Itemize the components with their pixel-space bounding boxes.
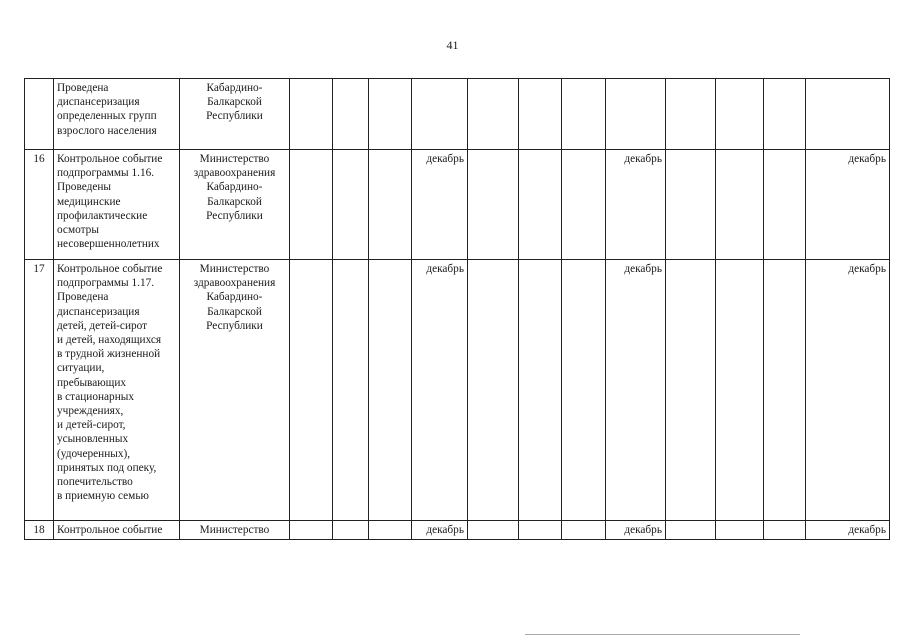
table-row	[25, 79, 890, 150]
schedule-cell	[716, 260, 764, 521]
row-number-cell: 16	[25, 150, 54, 260]
event-cell: Контрольное событие подпрограммы 1.16. Проведены медицинские профилактические осмотры несовершеннолетних	[54, 150, 180, 260]
event-cell: Проведена диспансеризация определенных групп взрослого населения	[54, 79, 180, 150]
schedule-cell: декабрь	[606, 150, 666, 260]
schedule-cell	[333, 521, 369, 540]
schedule-cell	[468, 79, 519, 150]
table-row	[25, 150, 890, 260]
schedule-cell	[468, 150, 519, 260]
schedule-cell	[519, 521, 562, 540]
schedule-cell	[468, 521, 519, 540]
row-number-cell: 18	[25, 521, 54, 540]
responsible-org-cell: Кабардино- Балкарской Республики	[180, 79, 290, 150]
schedule-cell	[716, 521, 764, 540]
schedule-cell	[290, 79, 333, 150]
responsible-org-cell: Министерство здравоохранения Кабардино- Балкарской Республики	[180, 150, 290, 260]
event-cell: Контрольное событие	[54, 521, 180, 540]
schedule-cell: декабрь	[412, 260, 468, 521]
schedule-cell	[333, 150, 369, 260]
schedule-cell	[562, 79, 606, 150]
schedule-cell	[666, 260, 716, 521]
schedule-cell: декабрь	[806, 260, 890, 521]
schedule-cell	[519, 260, 562, 521]
schedule-cell: декабрь	[606, 260, 666, 521]
row-number-cell	[25, 79, 54, 150]
schedule-cell	[806, 79, 890, 150]
schedule-cell	[716, 150, 764, 260]
schedule-cell	[764, 521, 806, 540]
schedule-cell	[333, 260, 369, 521]
schedule-cell	[562, 260, 606, 521]
schedule-cell	[290, 150, 333, 260]
schedule-cell	[468, 260, 519, 521]
schedule-cell	[369, 150, 412, 260]
schedule-cell	[519, 79, 562, 150]
schedule-cell	[764, 150, 806, 260]
schedule-cell	[519, 150, 562, 260]
schedule-cell	[666, 79, 716, 150]
schedule-cell	[412, 79, 468, 150]
schedule-cell: декабрь	[412, 521, 468, 540]
event-cell: Контрольное событие подпрограммы 1.17. Проведена диспансеризация детей, детей-сирот и детей, находящихся в трудной жизненной ситуации, пребывающих в стационарных учреждениях, и детей-сирот, усыновленных (удочеренных), принятых под опеку, попечительство в приемную семью	[54, 260, 180, 521]
schedule-cell	[369, 260, 412, 521]
row-number-cell: 17	[25, 260, 54, 521]
schedule-cell	[369, 79, 412, 150]
schedule-cell	[716, 79, 764, 150]
responsible-org-cell: Министерство	[180, 521, 290, 540]
schedule-cell: декабрь	[806, 150, 890, 260]
schedule-cell	[764, 79, 806, 150]
footer-rule	[525, 634, 800, 635]
schedule-cell	[290, 521, 333, 540]
schedule-cell: декабрь	[806, 521, 890, 540]
page-number: 41	[446, 38, 459, 52]
schedule-cell	[290, 260, 333, 521]
schedule-cell	[333, 79, 369, 150]
table-row	[25, 521, 890, 540]
table-row	[25, 260, 890, 521]
schedule-cell: декабрь	[606, 521, 666, 540]
schedule-cell	[666, 521, 716, 540]
schedule-cell	[606, 79, 666, 150]
schedule-table	[24, 78, 890, 540]
schedule-cell	[562, 521, 606, 540]
schedule-cell: декабрь	[412, 150, 468, 260]
schedule-cell	[562, 150, 606, 260]
responsible-org-cell: Министерство здравоохранения Кабардино- Балкарской Республики	[180, 260, 290, 521]
schedule-cell	[764, 260, 806, 521]
schedule-cell	[369, 521, 412, 540]
schedule-cell	[666, 150, 716, 260]
